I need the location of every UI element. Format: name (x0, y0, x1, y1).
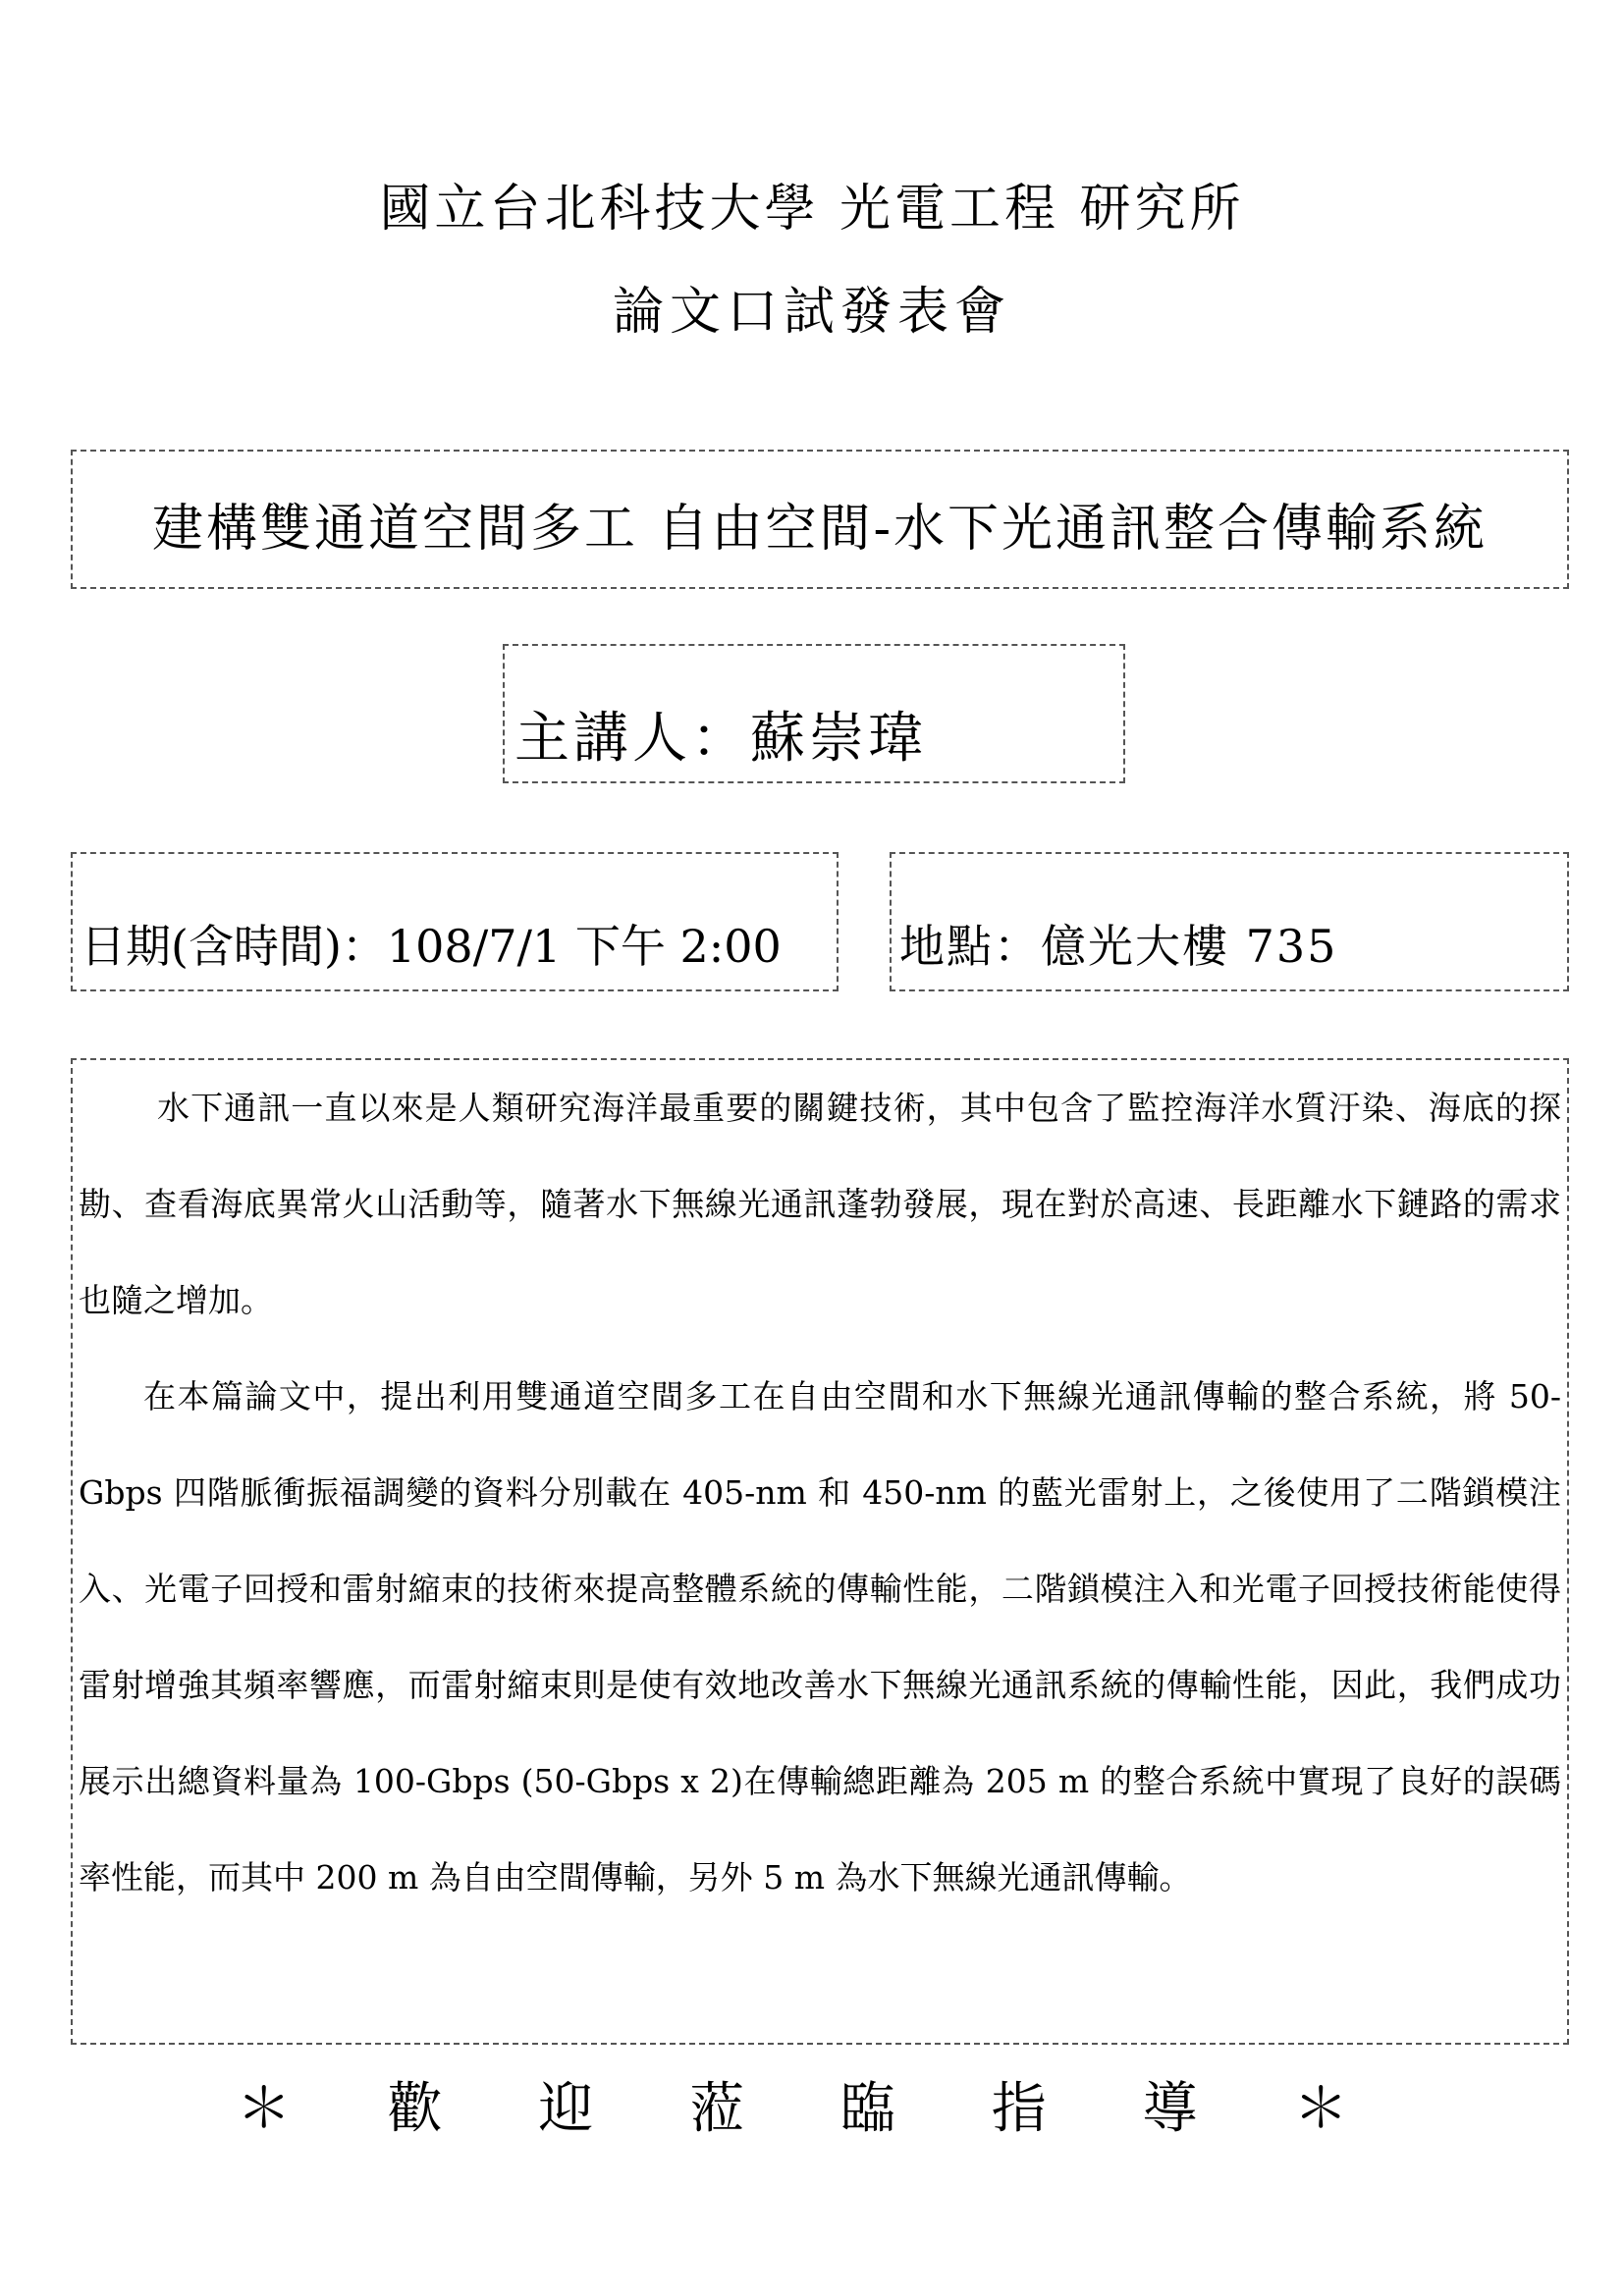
abstract-paragraph-2: 在本篇論文中，提出利用雙通道空間多工在自由空間和水下無線光通訊傳輸的整合系統，將 50-Gbps 四階脈衝振福調變的資料分別載在 405-nm 和 450-nm 的藍光雷射上，之後使用了二階鎖模注入、光電子回授和雷射縮束的技術來提高整體系統的傳輸性能，二階鎖模注入和光電子回授技術能使得雷射增強其頻率響應，而雷射縮束則是使有效地改善水下無線光通訊系統的傳輸性能，因此，我們成功展示出總資料量為 100-Gbps (50-Gbps x 2)在傳輸總距離為 205 m 的整合系統中實現了良好的誤碼率性能，而其中 200 m 為自由空間傳輸，另外 5 m 為水下無線光通訊傳輸。 (79, 1377, 1561, 1896)
thesis-title-box (71, 450, 1569, 589)
abstract-paragraph-1: 水下通訊一直以來是人類研究海洋最重要的關鍵技術，其中包含了監控海洋水質汙染、海底的探勘、查看海底異常火山活動等，隨著水下無線光通訊蓬勃發展，現在對於高速、長距離水下鏈路的需求也隨之增加。 (79, 1089, 1561, 1319)
date-box (71, 852, 839, 991)
welcome-banner: ＊ 歡 迎 蒞 臨 指 導 ＊ (236, 2077, 1388, 2141)
thesis-title: 建構雙通道空間多工 自由空間-水下光通訊整合傳輸系統 (151, 500, 1489, 559)
place-box (890, 852, 1569, 991)
event-title: 論文口試發表會 (612, 283, 1011, 342)
venue: 地點：億光大樓 735 (899, 920, 1338, 973)
university-title: 國立台北科技大學 光電工程 研究所 (379, 180, 1245, 239)
speaker-name: 主講人：蘇崇瑋 (514, 707, 927, 771)
date-time: 日期(含時間)：108/7/1 下午 2:00 (81, 920, 782, 973)
abstract-box (71, 1058, 1569, 2045)
speaker-box (503, 644, 1125, 783)
